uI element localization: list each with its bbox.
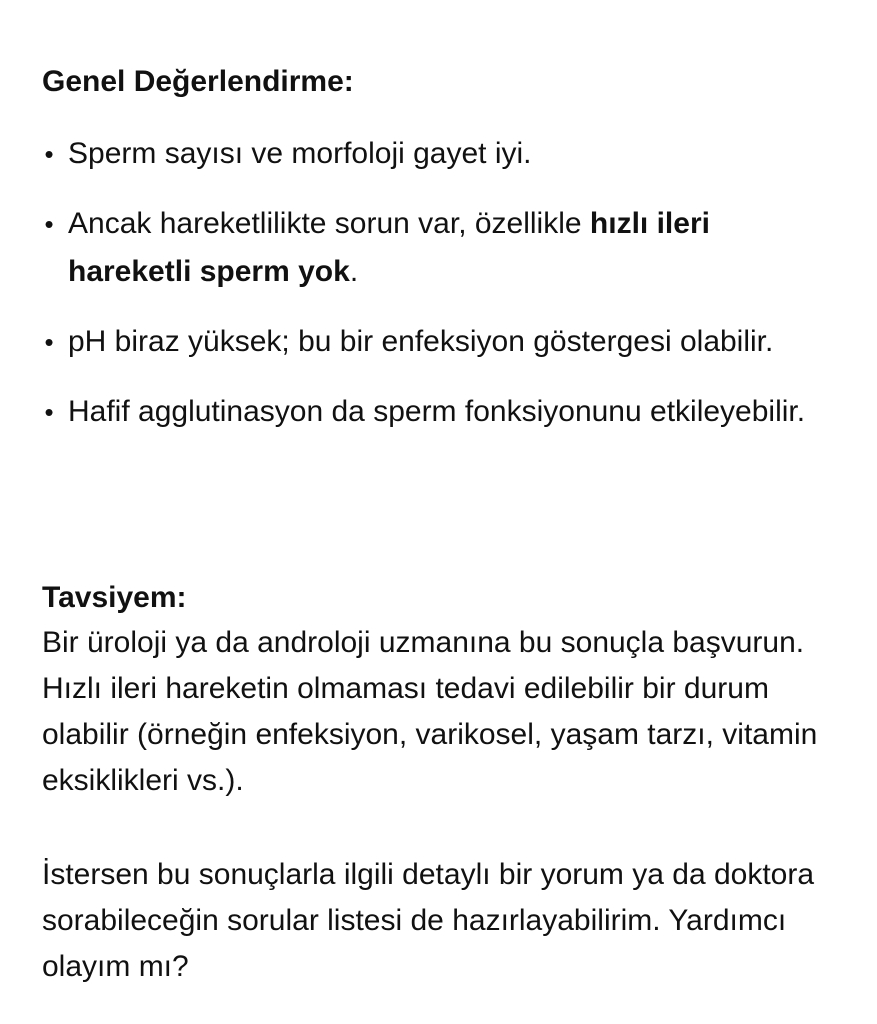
- list-item: [42, 318, 832, 366]
- bullet-icon: •: [44, 209, 54, 239]
- list-item: [42, 200, 832, 296]
- list-item-bold-text: hızlı ileri hareketli sperm yok: [68, 207, 710, 288]
- list-item: [42, 388, 832, 436]
- recommendation-paragraph: Bir üroloji ya da androloji uzmanına bu sonuçla başvurun. Hızlı ileri hareketin olmaması tedavi edilebilir bir durum olabilir (örneğin enfeksiyon, varikosel, yaşam tarzı, vitamin eksiklikleri vs.).: [42, 626, 818, 797]
- closing-paragraph: İstersen bu sonuçlarla ilgili detaylı bir yorum ya da doktora sorabileceğin sorular listesi de hazırlayabilirim. Yardımcı olayım mı?: [42, 858, 815, 983]
- bullet-icon: •: [44, 327, 54, 357]
- list-item-text: Ancak hareketlilikte sorun var, özellikle: [68, 207, 590, 240]
- list-item-text-end: .: [349, 255, 359, 288]
- list-item-text: Sperm sayısı ve morfoloji gayet iyi.: [68, 137, 532, 170]
- bullet-icon: •: [44, 397, 54, 427]
- assessment-heading: Genel Değerlendirme:: [42, 65, 354, 98]
- recommendation-heading: Tavsiyem:: [42, 581, 187, 614]
- assessment-list: [42, 130, 832, 458]
- list-item: [42, 130, 832, 178]
- list-item-text: Hafif agglutinasyon da sperm fonksiyonunu etkileyebilir.: [68, 395, 806, 428]
- bullet-icon: •: [44, 139, 54, 169]
- list-item-text: pH biraz yüksek; bu bir enfeksiyon göstergesi olabilir.: [68, 325, 774, 358]
